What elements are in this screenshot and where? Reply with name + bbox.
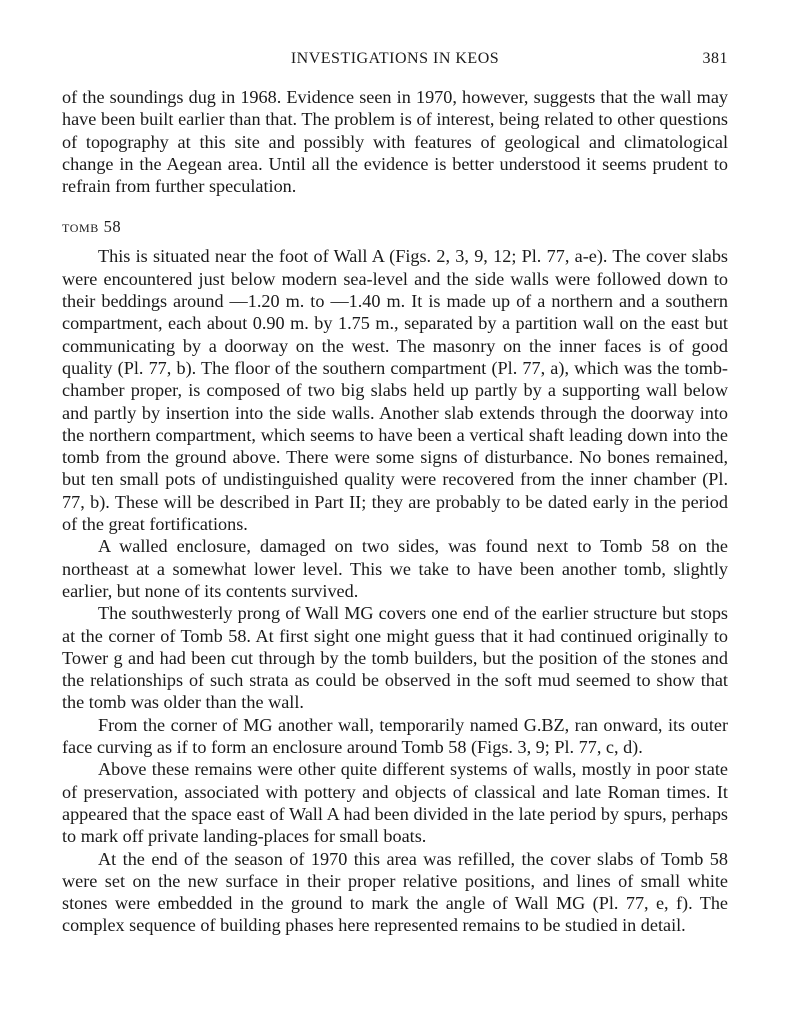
running-title: INVESTIGATIONS IN KEOS xyxy=(290,50,500,67)
body-text xyxy=(62,86,728,937)
paragraph: At the end of the season of 1970 this area was refilled, the cover slabs of Tomb 58 were set on the new surface in their proper relative positions, and lines of small white stones were embedded in the ground to mark the angle of Wall MG (Pl. 77, e, f). The complex sequence of building phases here represented remains to be studied in detail. xyxy=(62,848,728,936)
paragraph: The southwesterly prong of Wall MG covers one end of the earlier structure but stops at the corner of Tomb 58. At first sight one might guess that it had continued originally to Tower g and had been cut through by the tomb builders, but the position of the stones and the relationships of such strata as could be observed in the soft mud seemed to show that the tomb was older than the wall. xyxy=(62,603,728,713)
paragraph: Above these remains were other quite different systems of walls, mostly in poor state of preservation, associated with pottery and objects of classical and late Roman times. It appeared that the space east of Wall A had been divided in the late period by spurs, perhaps to mark off private landing-places for small boats. xyxy=(62,759,728,847)
paragraph: A walled enclosure, damaged on two sides, was found next to Tomb 58 on the northeast at a somewhat lower level. This we take to have been another tomb, slightly earlier, but none of its contents survived. xyxy=(62,536,728,601)
paragraph: This is situated near the foot of Wall A (Figs. 2, 3, 9, 12; Pl. 77, a-e). The cover slabs were encountered just below modern sea-level and the side walls were followed down to their beddings around —1.20 m. to —1.40 m. It is made up of a northern and a southern compartment, each about 0.90 m. by 1.75 m., separated by a partition wall on the east but communicating by a doorway on the west. The masonry on the inner faces is of good quality (Pl. 77, b). The floor of the southern compartment (Pl. 77, a), which was the tomb-chamber proper, is composed of two big slabs held up partly by a supporting wall below and partly by insertion into the side walls. Another slab extends through the doorway into the northern compartment, which seems to have been a vertical shaft leading down into the tomb from the ground above. There were some signs of disturbance. No bones remained, but ten small pots of undistinguished quality were recovered from the inner chamber (Pl. 77, b). These will be described in Part II; they are probably to be dated early in the period of the great fortifications. xyxy=(62,246,728,535)
section-heading: tomb 58 xyxy=(62,217,122,237)
paragraph-continued: of the soundings dug in 1968. Evidence seen in 1970, however, suggests that the wall may have been built earlier than that. The problem is of interest, being related to other questions of topography at this site and possibly with features of geological and climatological change in the Aegean area. Until all the evidence is better understood it seems prudent to refrain from further speculation. xyxy=(62,87,728,197)
running-head xyxy=(62,40,728,74)
page xyxy=(62,40,728,937)
page-number: 381 xyxy=(702,50,728,67)
paragraph: From the corner of MG another wall, temporarily named G.BZ, ran onward, its outer face curving as if to form an enclosure around Tomb 58 (Figs. 3, 9; Pl. 77, c, d). xyxy=(62,714,728,758)
